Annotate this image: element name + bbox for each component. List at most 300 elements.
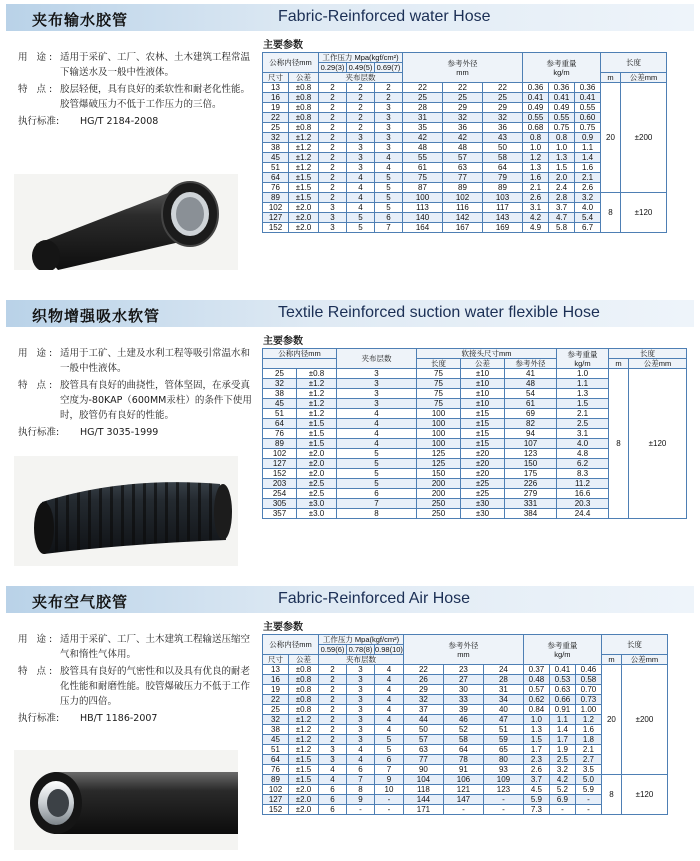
table-cell: 13 [263,83,289,93]
header-size: 尺寸 [263,655,289,665]
table-cell: 51 [263,409,297,419]
table-cell: 102 [443,193,483,203]
table-cell: 4 [337,439,417,449]
table-cell: 384 [505,509,557,519]
table-cell: 0.55 [575,103,601,113]
table-cell: 51 [483,725,523,735]
table-cell: 61 [505,399,557,409]
table-cell: 2.1 [557,409,609,419]
table-cell: 5.9 [575,785,601,795]
table-cell: 3 [347,133,375,143]
table-cell: 76 [263,765,289,775]
table-cell: 7 [337,499,417,509]
table-cell: 2 [347,123,375,133]
table-cell: 1.1 [549,715,575,725]
table-cell: 250 [417,509,461,519]
table-cell: 4 [347,203,375,213]
table-cell: 75 [417,399,461,409]
spec-table-water-hose [262,52,667,233]
table-cell: ±1.2 [289,153,319,163]
table-cell: 3 [347,143,375,153]
table-cell: 34 [483,695,523,705]
table-cell: ±2.0 [289,203,319,213]
table-cell: 42 [403,133,443,143]
table-cell: 64 [483,163,523,173]
table-cell: 106 [443,775,483,785]
table-cell: ±1.2 [297,409,337,419]
table-cell: 30 [443,685,483,695]
air-hose-image [14,750,238,850]
header-length-tol: 公差mm [621,73,667,83]
table-cell: 1.2 [575,715,601,725]
table-cell: 2.1 [523,183,549,193]
table-cell: 279 [505,489,557,499]
table-cell: 16 [263,675,289,685]
table-cell: 117 [483,203,523,213]
table-cell: 0.75 [549,123,575,133]
table-cell: 0.63 [549,685,575,695]
table-cell: ±0.8 [289,675,319,685]
table-cell: 5.0 [575,775,601,785]
table-cell: 0.36 [575,83,601,93]
table-cell: 1.8 [575,735,601,745]
table-cell: 116 [443,203,483,213]
table-cell: 75 [417,389,461,399]
table-cell: 175 [505,469,557,479]
table-cell: 250 [417,499,461,509]
table-cell: 104 [403,775,443,785]
table-cell: 1.3 [523,163,549,173]
table-cell: 48 [403,143,443,153]
table-cell: 1.7 [549,735,575,745]
table-cell: 3 [337,399,417,409]
table-cell: 25 [263,369,297,379]
table-cell: 2.6 [523,193,549,203]
table-cell: 24 [483,665,523,675]
table-cell: 102 [263,785,289,795]
table-cell: 22 [403,83,443,93]
table-cell: 61 [403,163,443,173]
table-cell: 5 [337,449,417,459]
table-cell: 0.66 [549,695,575,705]
usage-label: 用 途: [18,634,56,645]
table-cell: 4 [337,409,417,419]
table-cell: 0.36 [549,83,575,93]
table-row [263,83,667,93]
table-cell: 7 [375,223,403,233]
table-cell: 2 [347,103,375,113]
header-pressure-3: 0.98(10) [375,645,403,654]
table-cell: ±20 [461,449,505,459]
table-cell: 3.7 [549,203,575,213]
header-length: 长度 [601,635,667,655]
table-cell: 200 [417,489,461,499]
table-cell: 32 [263,133,289,143]
table-cell: 75 [417,369,461,379]
table-cell: 38 [263,389,297,399]
table-cell: 6.7 [575,223,601,233]
section-title-bar [6,586,694,613]
length-m-cell: 20 [601,665,621,775]
table-cell: 2 [319,173,347,183]
table-cell: 3 [375,103,403,113]
feature-label: 特 点: [18,380,56,391]
header-nominal-id: 公称内径mm [263,349,337,359]
table-cell: 5 [337,469,417,479]
table-cell: 100 [417,409,461,419]
table-cell: 100 [417,419,461,429]
table-cell: ±1.5 [289,173,319,183]
table-row [263,775,668,785]
table-cell: 8.3 [557,469,609,479]
table-cell: 4 [347,193,375,203]
table-cell: - [483,795,523,805]
table-cell: 41 [505,369,557,379]
table-cell: ±0.8 [289,705,319,715]
table-cell: 1.3 [549,153,575,163]
table-cell: 5 [375,203,403,213]
table-cell: 64 [263,419,297,429]
table-cell: ±1.5 [289,755,319,765]
table-cell: 8 [347,785,375,795]
table-cell: 89 [263,439,297,449]
table-cell: 167 [443,223,483,233]
table-cell: 144 [403,795,443,805]
table-cell: 2.5 [557,419,609,429]
product-description [18,50,258,131]
table-cell: ±1.5 [289,183,319,193]
table-cell: 32 [263,715,289,725]
table-cell: 65 [483,745,523,755]
table-cell: 3.1 [557,429,609,439]
table-cell: 75 [403,173,443,183]
header-cuff-od: 参考外径 [505,359,557,369]
table-row [263,665,668,675]
header-size: 尺寸 [263,73,289,83]
table-cell: - [549,805,575,815]
hose-photo [14,750,238,850]
table-cell: 0.84 [523,705,549,715]
table-cell: 40 [483,705,523,715]
table-cell: 51 [263,163,289,173]
table-cell: 140 [403,213,443,223]
table-cell: 76 [263,429,297,439]
standard-label: 执行标准: [18,713,60,724]
table-cell: 2.6 [523,765,549,775]
table-cell: 54 [505,389,557,399]
water-hose-image [14,174,238,270]
table-cell: 33 [443,695,483,705]
length-m-cell: 8 [601,775,621,815]
table-cell: 1.2 [523,153,549,163]
table-cell: ±2.0 [289,223,319,233]
table-cell: 127 [263,795,289,805]
table-cell: 3 [347,665,375,675]
table-cell: 0.46 [575,665,601,675]
table-cell: 82 [505,419,557,429]
table-cell: ±10 [461,389,505,399]
table-cell: 226 [505,479,557,489]
table-cell: 1.9 [549,745,575,755]
table-cell: 58 [443,735,483,745]
table-cell: 0.75 [575,123,601,133]
header-ref-weight: 参考重量 kg/m [523,635,601,665]
table-cell: 23 [443,665,483,675]
table-cell: 0.49 [523,103,549,113]
table-cell: 3 [347,153,375,163]
table-cell: 0.55 [523,113,549,123]
table-cell: 1.6 [575,725,601,735]
table-cell: 47 [483,715,523,725]
usage-label: 用 途: [18,52,56,63]
table-cell: 0.36 [523,83,549,93]
header-length: 长度 [601,53,667,73]
header-nominal-id: 公称内径mm [263,53,319,73]
table-cell: 4.9 [523,223,549,233]
table-cell: ±1.5 [289,765,319,775]
table-cell: 169 [483,223,523,233]
usage-label: 用 途: [18,348,56,359]
table-cell: 4 [347,173,375,183]
table-cell: 102 [263,203,289,213]
table-cell: 0.37 [523,665,549,675]
table-cell: 203 [263,479,297,489]
table-cell: 5 [375,745,404,755]
table-cell: 19 [263,103,289,113]
table-cell: ±0.8 [289,103,319,113]
table-title: 主要参数 [263,40,303,51]
table-cell: 4 [375,665,404,675]
table-cell: ±15 [461,419,505,429]
table-cell: 125 [417,459,461,469]
table-cell: 254 [263,489,297,499]
table-cell: ±25 [461,479,505,489]
table-cell: 0.9 [575,133,601,143]
table-cell: 89 [263,775,289,785]
table-cell: 1.00 [575,705,601,715]
table-cell: 2.1 [575,745,601,755]
table-cell: 28 [403,103,443,113]
section-title-zh: 夹布输水胶管 [32,11,129,29]
hose-photo [14,456,238,566]
table-cell: 6 [375,755,404,765]
table-cell: 152 [263,223,289,233]
header-ply: 夹布层数 [319,73,403,83]
table-cell: ±1.5 [297,429,337,439]
table-cell: 123 [505,449,557,459]
table-cell: 2 [319,133,347,143]
table-cell: 2 [319,193,347,203]
feature-text: 胶层轻便，具有良好的柔软性和耐老化性能。胶管爆破压力不低于工作压力的三倍。 [60,84,251,110]
table-cell: 5.2 [549,785,575,795]
table-cell: 0.8 [523,133,549,143]
table-cell: 107 [505,439,557,449]
table-cell: 32 [403,695,443,705]
table-cell: 16 [263,93,289,103]
table-cell: 152 [263,469,297,479]
table-cell: 38 [263,725,289,735]
table-cell: 0.41 [575,93,601,103]
table-cell: 125 [417,449,461,459]
table-cell: 200 [417,479,461,489]
table-cell: 1.3 [557,389,609,399]
table-cell: 109 [483,775,523,785]
header-pressure-2: 0.78(8) [347,645,375,655]
table-cell: 5.8 [549,223,575,233]
table-cell: ±2.5 [297,479,337,489]
table-cell: 3 [319,223,347,233]
table-cell: 100 [403,193,443,203]
table-cell: 102 [263,449,297,459]
header-length-tol: 公差mm [621,655,667,665]
table-cell: 0.62 [523,695,549,705]
length-tol-cell: ±120 [621,193,667,233]
table-cell: ±0.8 [289,93,319,103]
table-cell: 4 [375,163,403,173]
table-cell: ±15 [461,439,505,449]
hose-photo [14,174,238,270]
table-cell: 57 [403,735,443,745]
header-ply: 夹布层数 [337,349,417,369]
table-cell: 63 [443,163,483,173]
table-cell: 25 [483,93,523,103]
table-cell: 25 [403,93,443,103]
table-cell: ±3.0 [297,509,337,519]
table-cell: 89 [483,183,523,193]
standard-label: 执行标准: [18,116,60,127]
table-cell: 13 [263,665,289,675]
table-cell: 6 [347,765,375,775]
table-cell: 22 [263,113,289,123]
table-cell: - [375,805,404,815]
table-cell: ±1.5 [289,193,319,203]
table-cell: 2 [319,93,347,103]
table-cell: 52 [443,725,483,735]
header-cuff-tol: 公差 [461,359,505,369]
table-cell: 150 [417,469,461,479]
table-cell: 3 [319,203,347,213]
table-cell: 22 [443,83,483,93]
header-spacer [263,359,337,369]
table-cell: 4 [347,183,375,193]
table-cell: ±0.8 [289,685,319,695]
table-cell: ±1.2 [297,379,337,389]
table-cell: ±1.2 [289,735,319,745]
table-cell: 44 [403,715,443,725]
table-cell: 20.3 [557,499,609,509]
suction-hose-image [14,456,238,566]
table-cell: 2 [319,153,347,163]
table-cell: 6 [319,795,347,805]
table-cell: 59 [483,735,523,745]
table-cell: 331 [505,499,557,509]
table-cell: 29 [483,103,523,113]
table-cell: 22 [263,695,289,705]
table-cell: 5 [375,735,404,745]
table-cell: 25 [263,123,289,133]
table-cell: 3 [347,685,375,695]
table-cell: 3 [337,389,417,399]
table-cell: 5 [337,479,417,489]
table-cell: 48 [505,379,557,389]
table-cell: 69 [505,409,557,419]
table-cell: 22 [403,665,443,675]
table-cell: 2 [319,103,347,113]
table-cell: 100 [417,429,461,439]
table-cell: 2 [375,93,403,103]
table-cell: 32 [443,113,483,123]
header-length-m: m [601,73,621,83]
table-cell: 7 [347,775,375,785]
table-cell: ±1.2 [289,163,319,173]
table-cell: 0.53 [549,675,575,685]
table-cell: 25 [263,705,289,715]
table-cell: ±3.0 [297,499,337,509]
table-cell: 16.6 [557,489,609,499]
table-cell: 0.55 [549,113,575,123]
section-suction-hose [0,300,700,574]
header-ref-od: 参考外径 mm [403,635,523,665]
table-cell: 50 [483,143,523,153]
header-pressure-2: 0.49(5) [347,63,375,73]
table-cell: 103 [483,193,523,203]
table-cell: - [375,795,404,805]
length-m-cell: 8 [609,369,629,519]
section-title-en: Fabric-Reinforced water Hose [278,8,491,25]
table-cell: 6.2 [557,459,609,469]
table-cell: 5 [337,459,417,469]
table-cell: 28 [483,675,523,685]
header-ply: 夹布层数 [319,655,404,665]
feature-text: 胶管具有良好的曲挠性，管体坚固，在承受真空度为-80KAP（600MM汞柱）的条件下使用时，胶管仍有良好的性能。 [60,380,252,421]
table-cell: 6 [319,805,347,815]
table-cell: 36 [483,123,523,133]
section-air-hose [0,586,700,861]
table-cell: ±1.2 [289,725,319,735]
table-cell: 76 [263,183,289,193]
table-cell: ±2.0 [289,795,319,805]
table-cell: 4 [319,775,347,785]
table-cell: 50 [403,725,443,735]
table-cell: ±20 [461,459,505,469]
table-cell: 2 [319,113,347,123]
table-cell: 89 [263,193,289,203]
table-cell: 6 [319,785,347,795]
table-cell: 22 [483,83,523,93]
table-cell: 2 [319,705,347,715]
table-cell: 118 [403,785,443,795]
usage-text: 适用于工矿、土建及水利工程等吸引常温水和一般中性液体。 [60,348,251,374]
header-length-m: m [609,359,629,369]
table-cell: 127 [263,459,297,469]
table-cell: 4 [337,429,417,439]
table-cell: 45 [263,735,289,745]
table-cell: 2 [375,83,403,93]
table-title: 主要参数 [263,622,303,633]
table-cell: 4 [337,419,417,429]
table-cell: 5.9 [523,795,549,805]
table-cell: 0.41 [549,93,575,103]
table-cell: 2 [319,675,347,685]
table-cell: 2 [347,93,375,103]
header-tolerance: 公差 [289,73,319,83]
table-cell: 10 [375,785,404,795]
table-cell: 6 [375,213,403,223]
table-cell: 305 [263,499,297,509]
table-cell: ±20 [461,469,505,479]
table-cell: ±2.0 [289,213,319,223]
table-cell: 75 [417,379,461,389]
